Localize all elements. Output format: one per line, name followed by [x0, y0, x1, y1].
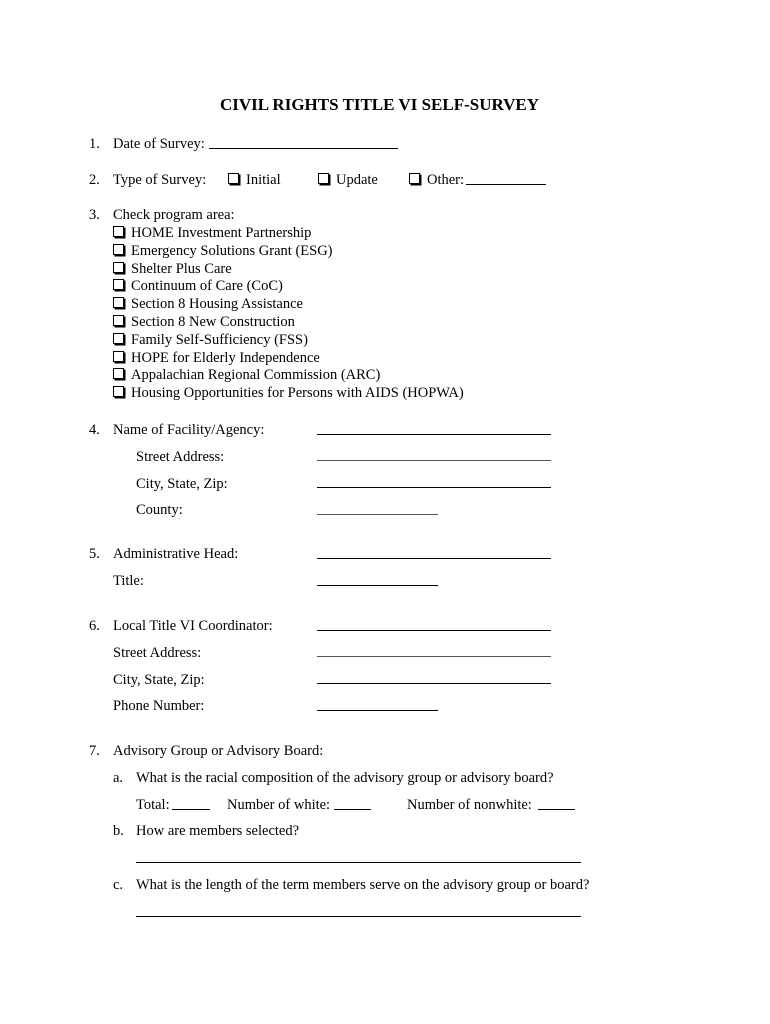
program-label: Emergency Solutions Grant (ESG)	[131, 242, 333, 259]
q6-phone-label: Phone Number:	[113, 698, 205, 714]
program-label: Section 8 Housing Assistance	[131, 296, 303, 313]
program-checkbox[interactable]	[113, 331, 308, 349]
coordinator-name-field[interactable]	[317, 630, 551, 631]
nonwhite-count-field[interactable]	[538, 809, 575, 810]
facility-street-field[interactable]	[317, 460, 551, 461]
q6-label: Local Title VI Coordinator:	[113, 618, 273, 634]
program-checkbox[interactable]	[113, 384, 464, 402]
checkbox-icon	[113, 386, 124, 397]
q5-label: Administrative Head:	[113, 546, 239, 562]
program-label: Continuum of Care (CoC)	[131, 278, 283, 295]
program-checkbox[interactable]	[113, 313, 295, 331]
q7-label: Advisory Group or Advisory Board:	[113, 743, 324, 759]
checkbox-icon	[113, 244, 124, 255]
q7c-letter: c.	[113, 877, 124, 893]
checkbox-icon	[113, 226, 124, 237]
q7b-question: How are members selected?	[136, 823, 300, 839]
member-selection-answer-field[interactable]	[136, 862, 581, 863]
nonwhite-count-label: Number of nonwhite:	[407, 797, 532, 813]
facility-name-field[interactable]	[317, 434, 551, 435]
q3-label: Check program area:	[113, 207, 235, 223]
administrative-title-field[interactable]	[317, 585, 438, 586]
program-checkbox[interactable]	[113, 224, 311, 242]
q6-number: 6.	[89, 618, 100, 634]
q6-city-label: City, State, Zip:	[113, 672, 205, 688]
q1-label: Date of Survey:	[113, 136, 205, 152]
q2-label: Type of Survey:	[113, 172, 207, 188]
program-checkbox[interactable]	[113, 349, 320, 367]
coordinator-phone-field[interactable]	[317, 710, 438, 711]
checkbox-icon	[113, 315, 124, 326]
q4-number: 4.	[89, 422, 100, 438]
q7a-letter: a.	[113, 770, 124, 786]
page-title: CIVIL RIGHTS TITLE VI SELF-SURVEY	[220, 95, 540, 114]
white-count-label: Number of white:	[227, 797, 331, 813]
checkbox-icon	[113, 351, 124, 362]
q7c-question: What is the length of the term members serve on the advisory group or board?	[136, 877, 590, 893]
program-label: Section 8 New Construction	[131, 314, 295, 330]
checkbox-icon	[228, 173, 239, 184]
q4-county-label: County:	[136, 502, 183, 518]
total-field[interactable]	[172, 809, 210, 810]
checkbox-icon	[113, 368, 124, 379]
checkbox-icon	[113, 262, 124, 273]
program-checkbox[interactable]	[113, 295, 303, 313]
checkbox-icon	[318, 173, 329, 184]
q5-title-label: Title:	[113, 573, 144, 589]
type-other-checkbox[interactable]: Other:	[409, 171, 464, 189]
q1-number: 1.	[89, 136, 100, 152]
administrative-head-field[interactable]	[317, 558, 551, 559]
type-initial-checkbox[interactable]: Initial	[228, 171, 281, 189]
type-other-field[interactable]	[466, 184, 546, 185]
program-checkbox[interactable]	[113, 260, 232, 278]
q3-number: 3.	[89, 207, 100, 223]
coordinator-street-field[interactable]	[317, 656, 551, 657]
checkbox-icon	[113, 297, 124, 308]
facility-city-field[interactable]	[317, 487, 551, 488]
facility-county-field[interactable]	[317, 514, 438, 515]
program-label: Family Self-Sufficiency (FSS)	[131, 331, 308, 348]
total-label: Total:	[136, 797, 170, 813]
q7-number: 7.	[89, 743, 100, 759]
program-checkbox[interactable]	[113, 277, 283, 295]
white-count-field[interactable]	[334, 809, 371, 810]
program-label: Shelter Plus Care	[131, 260, 232, 277]
program-label: HOME Investment Partnership	[131, 225, 312, 241]
program-label: HOPE for Elderly Independence	[131, 349, 320, 366]
program-label: Appalachian Regional Commission (ARC)	[131, 367, 381, 384]
q7b-letter: b.	[113, 823, 124, 839]
date-of-survey-field[interactable]	[209, 148, 398, 149]
q2-number: 2.	[89, 172, 100, 188]
program-checkbox[interactable]	[113, 242, 333, 260]
q4-city-label: City, State, Zip:	[136, 476, 228, 492]
checkbox-icon	[113, 333, 124, 344]
type-update-checkbox[interactable]: Update	[318, 171, 378, 189]
q4-label: Name of Facility/Agency:	[113, 422, 265, 438]
q5-number: 5.	[89, 546, 100, 562]
checkbox-icon	[409, 173, 420, 184]
coordinator-city-field[interactable]	[317, 683, 551, 684]
q6-street-label: Street Address:	[113, 645, 202, 661]
term-length-answer-field[interactable]	[136, 916, 581, 917]
q4-street-label: Street Address:	[136, 449, 225, 465]
checkbox-icon	[113, 279, 124, 290]
program-checkbox[interactable]	[113, 366, 380, 384]
q7a-question: What is the racial composition of the advisory group or advisory board?	[136, 770, 554, 786]
program-label: Housing Opportunities for Persons with AIDS (HOPWA)	[131, 385, 464, 402]
